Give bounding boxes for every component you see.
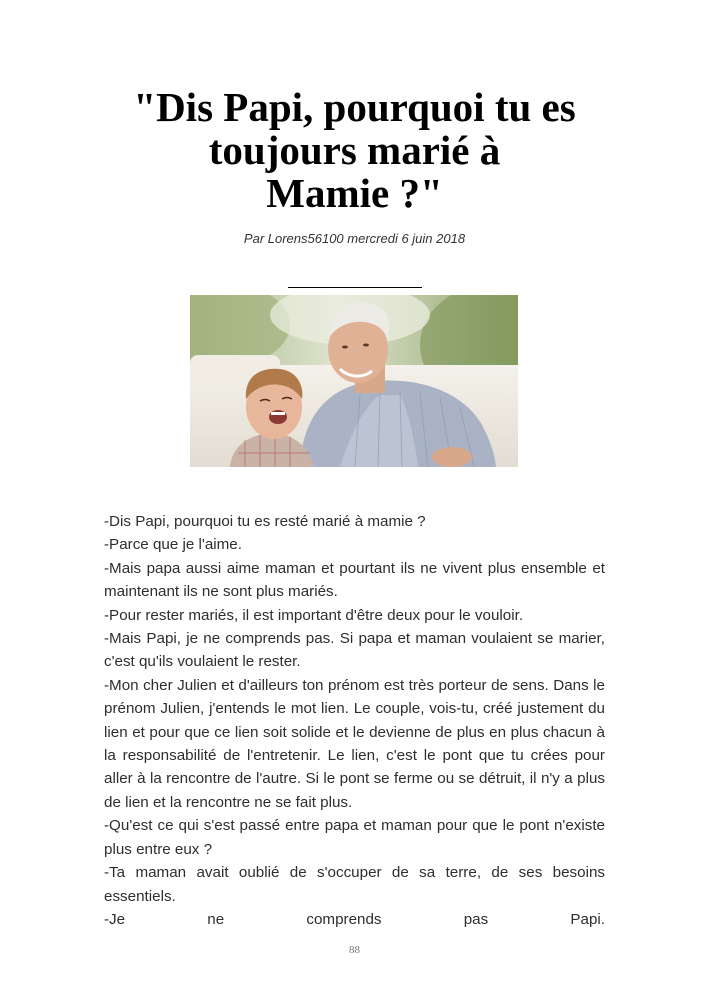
separator-rule: [288, 287, 422, 288]
article-title: [0, 86, 709, 215]
paragraph: -Mon cher Julien et d'ailleurs ton prénom est très porteur de sens. Dans le prénom Julien, j'entends le mot lien. Le couple, vois-tu, créé justement du lien et pour que ce lien soit solide et le devienne de plus en plus chacun à la responsabilité de l'entretenir. Le lien, c'est le pont que tu crées pour aller à la rencontre de l'autre. Si le pont se ferme ou se détruit, il n'y a plus de lien et la rencontre ne se fait plus.: [104, 676, 605, 811]
page-number: 88: [349, 944, 360, 956]
byline: Par Lorens56100 mercredi 6 juin 2018: [243, 231, 466, 246]
paragraph: -Mais Papi, je ne comprends pas. Si papa et maman voulaient se marier, c'est qu'ils voulaient le rester.: [104, 630, 605, 671]
paragraph: -Parce que je l'aime.: [104, 536, 242, 554]
title-line-1: "Dis Papi, pourquoi tu es: [133, 84, 576, 130]
grandfather-and-child-photo: [190, 295, 518, 467]
paragraph: -Mais papa aussi aime maman et pourtant ils ne vivent plus ensemble et maintenant ils ne sont plus mariés.: [104, 559, 605, 601]
title-line-2: toujours marié à: [208, 127, 501, 173]
paragraph: -Ta maman avait oublié de s'occuper de sa terre, de ses besoins essentiels.: [104, 864, 605, 905]
title-line-3: Mamie ?": [266, 170, 443, 216]
paragraph: -Qu'est ce qui s'est passé entre papa et maman pour que le pont n'existe plus entre eux ?: [104, 817, 605, 858]
article-body: [104, 510, 605, 931]
paragraph: -Je ne comprends pas Papi.: [104, 910, 605, 928]
paragraph: -Pour rester mariés, il est important d'être deux pour le vouloir.: [104, 606, 524, 624]
paragraph: -Dis Papi, pourquoi tu es resté marié à mamie ?: [104, 513, 426, 530]
